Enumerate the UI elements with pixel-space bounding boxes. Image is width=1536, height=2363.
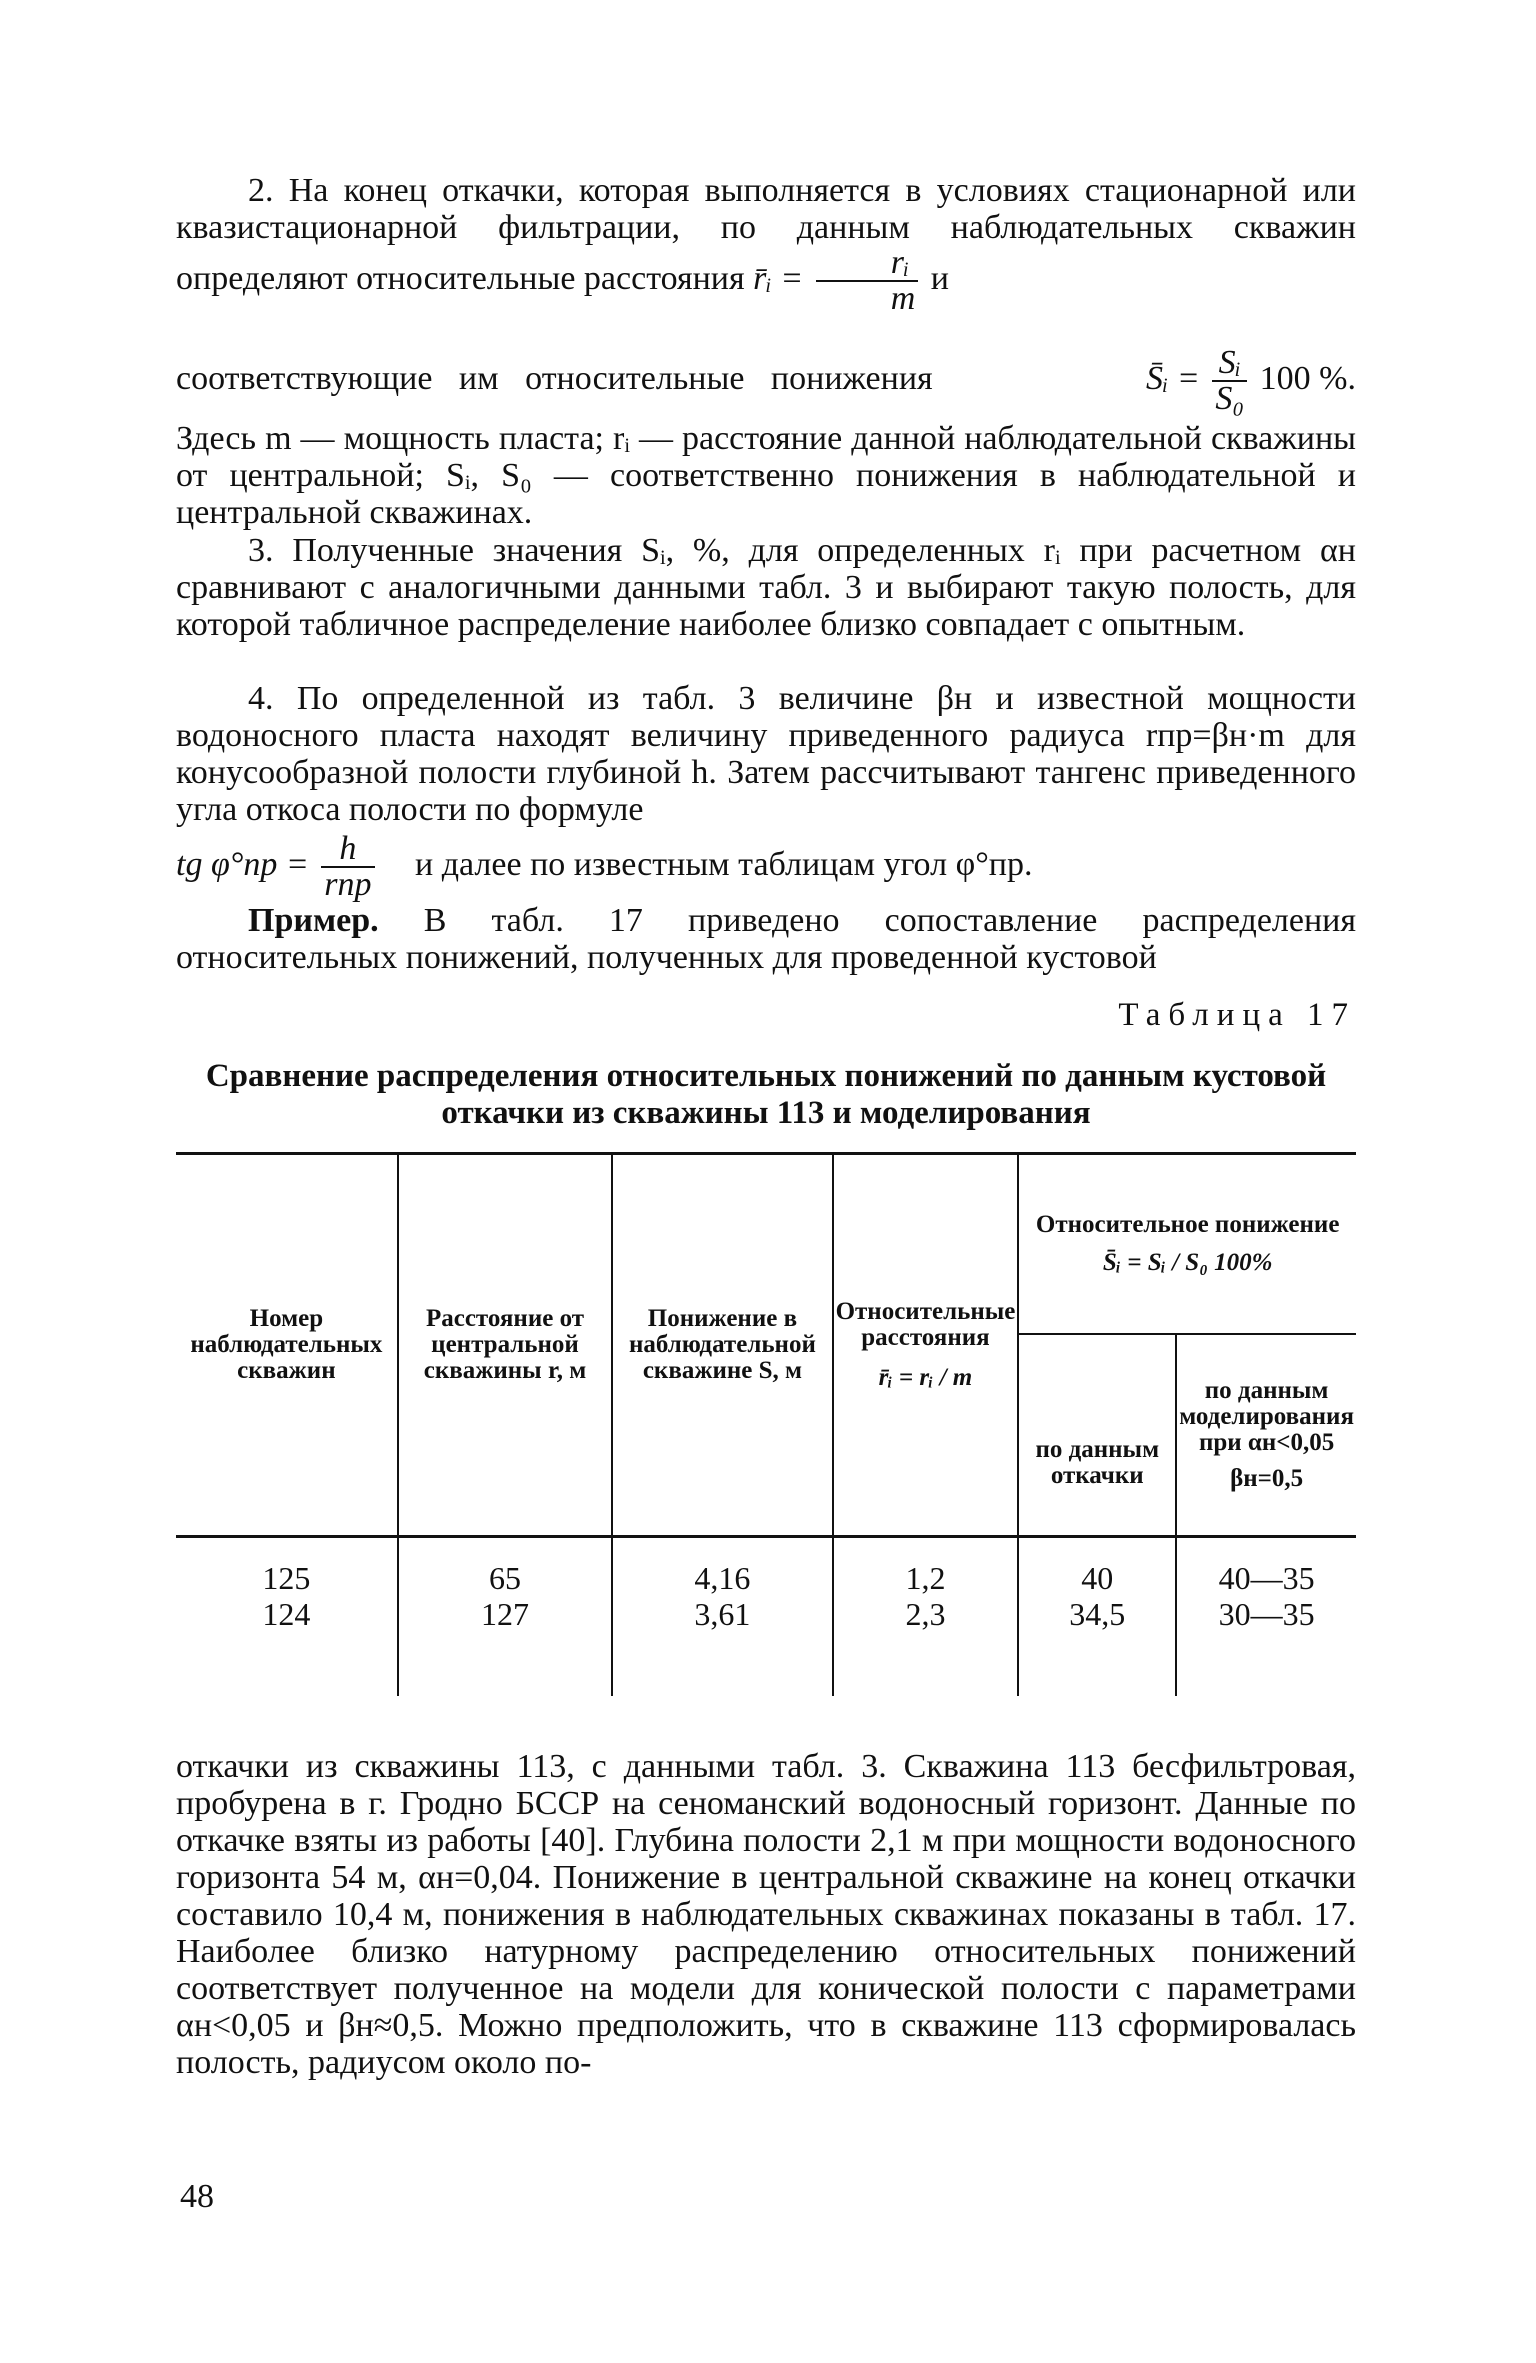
table-header — [176, 1154, 1356, 1537]
relative-drawdown-line: соответствующие им относительные понижения S̄ᵢ = $\frac{\text{Sᵢ}}{\text{S₀}}$ 100 %. — [176, 344, 1356, 417]
table-body — [176, 1537, 1356, 1697]
table-row: 125 124 65 127 4,16 3,61 1,2 2,3 40 34,5 40—35 30—35 — [176, 1537, 1356, 1697]
item4-paragraph: 4. По определенной из табл. 3 величине βн и известной мощности водоносного пласта находят величину приведенного радиуса rпр=βн·m для конусообразной полости глубиной h. Затем рассчитывают тангенс приведенного угла откоса полости по формуле — [176, 680, 1356, 828]
item2-paragraph: 2. На конец откачки, которая выполняется в условиях стационарной или квазистационарной фильтрации, по данным наблюдательных скважин определяют относительные расстояния r̄ᵢ = $\frac{\text{rᵢ}}{m}$ и — [176, 172, 1356, 317]
item2-definitions: Здесь m — мощность пласта; rᵢ — расстояние данной наблюдательной скважины от центральной; Sᵢ, S₀ — соответственно понижения в наблюдательной и центральной скважинах. — [176, 420, 1356, 531]
tangent-formula-line: tg φ°пр = $\frac{h}{\text{rпр}}$ и далее по известным таблицам угол φ°пр. — [176, 830, 1033, 903]
relative-drawdown-formula: S̄ᵢ = $\frac{\text{Sᵢ}}{\text{S₀}}$ 100 %. — [1146, 344, 1356, 417]
header-relative-drawdown: Относительное понижение S̄ᵢ = Sᵢ / S₀ 100% — [1018, 1154, 1356, 1335]
item2-text: 2. На конец откачки, которая выполняется в условиях стационарной или квазистационарной фильтрации, по данным наблюдательных скважин определяют относительные расстояния — [176, 172, 1356, 297]
table-number: Таблица 17 — [1118, 997, 1356, 1033]
comparison-table — [176, 1152, 1356, 1696]
header-by-model: по данным моделирования при αн<0,05 βн=0,5 — [1176, 1334, 1356, 1537]
item3-paragraph: 3. Полученные значения Sᵢ, %, для определенных rᵢ при расчетном αн сравнивают с аналогичными данными табл. 3 и выбирают такую полость, для которой табличное распределение наиболее близко совпадает с опытным. — [176, 532, 1356, 643]
header-relative-distance: Относительные расстояния r̄ᵢ = rᵢ / m — [833, 1154, 1019, 1537]
conclusion-paragraph: откачки из скважины 113, с данными табл. 3. Скважина 113 бесфильтровая, пробурена в г. Гродно БССР на сеноманский водоносный горизонт. Данные по откачке взяты из работы [40]. Глубина полости 2,1 м при мощности водоносного горизонта 54 м, αн=0,04. Понижение в центральной скважине на конец откачки составило 10,4 м, понижения в наблюдательных скважинах показаны в табл. 17. Наиболее близко натурному распределению относительных понижений соответствует полученное на модели для конической полости с параметрами αн<0,05 и βн≈0,5. Можно предположить, что в скважине 113 сформировалась полость, радиусом около по- — [176, 1748, 1356, 2081]
header-distance: Расстояние от центральной скважины r, м — [398, 1154, 613, 1537]
example-paragraph — [176, 902, 1356, 976]
table-title: Сравнение распределения относительных понижений по данным кустовой откачки из скважины 113 и моделирования — [205, 1058, 1327, 1131]
header-drawdown: Понижение в наблюдательной скважине S, м — [612, 1154, 832, 1537]
page-number: 48 — [180, 2178, 214, 2215]
example-text: В табл. 17 приведено сопоставление распределения относительных понижений, полученных для проведенной кустовой — [176, 902, 1356, 976]
example-label: Пример. — [248, 902, 379, 939]
relative-distance-formula: r̄ᵢ = $\frac{\text{rᵢ}}{m}$ — [753, 260, 931, 297]
header-by-test: по данным откачки — [1018, 1334, 1176, 1537]
header-well: Номер наблюдательных скважин — [176, 1154, 398, 1537]
